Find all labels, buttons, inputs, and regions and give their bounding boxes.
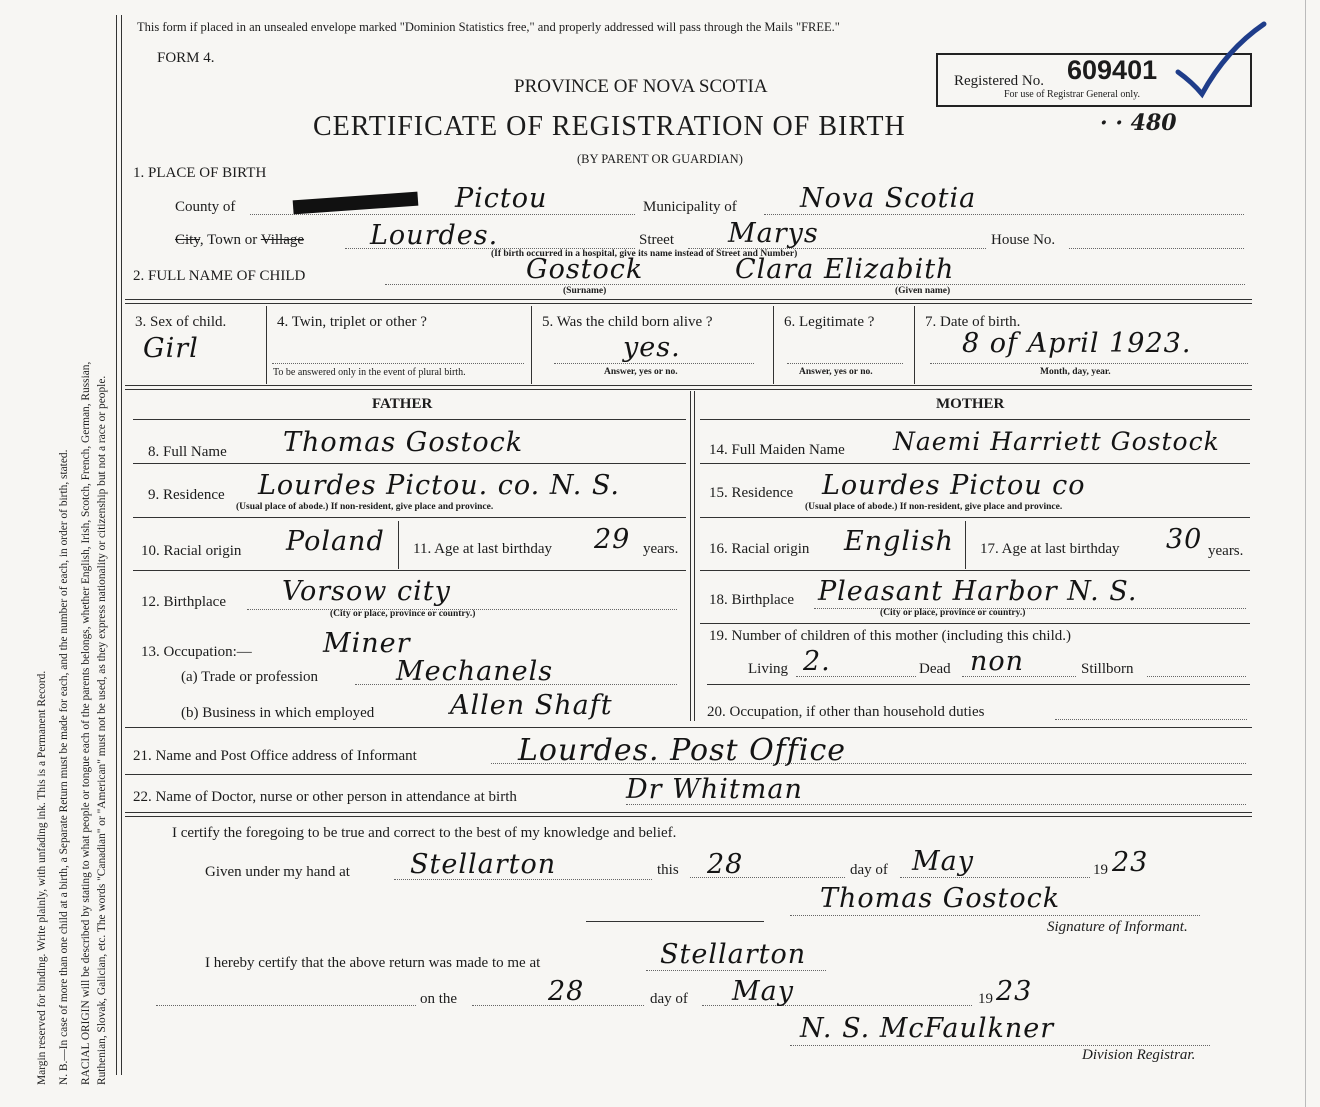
sex-value: Girl — [143, 333, 199, 364]
registrar-year-prefix: 19 — [978, 991, 993, 1007]
father-birthplace-label: 12. Birthplace — [141, 594, 226, 610]
section-divider-1 — [125, 299, 1252, 304]
dead-label: Dead — [919, 661, 951, 677]
father-residence-value: Lourdes Pictou. co. N. S. — [258, 470, 621, 501]
informant-signature-caption: Signature of Informant. — [1047, 919, 1188, 935]
dob-label: 7. Date of birth. — [925, 314, 1021, 330]
margin-rule-inner — [121, 15, 122, 1075]
legitimate-label: 6. Legitimate ? — [784, 314, 875, 330]
province-heading: PROVINCE OF NOVA SCOTIA — [514, 76, 768, 97]
registrar-statement: I hereby certify that the above return was made to me at — [205, 955, 541, 971]
certificate-subtitle: (BY PARENT OR GUARDIAN) — [577, 152, 743, 166]
father-trade-label: (a) Trade or profession — [181, 669, 319, 685]
place-of-birth-label: 1. PLACE OF BIRTH — [133, 165, 267, 181]
father-heading: FATHER — [372, 396, 433, 412]
sex-label: 3. Sex of child. — [135, 314, 227, 330]
checkmark-icon — [1168, 20, 1278, 130]
father-business-value: Allen Shaft — [450, 690, 613, 721]
town-value: Lourdes. — [370, 220, 499, 251]
father-birthplace-value: Vorsow city — [282, 576, 451, 607]
margin-note-multiple-births: N. B.—In case of more than one child at a birth, a Separate Return must be made for each, and the number of each, in order of birth, stated. — [58, 449, 70, 1085]
alive-label: 5. Was the child born alive ? — [542, 314, 713, 330]
municipality-label: Municipality of — [643, 199, 737, 215]
alive-note: Answer, yes or no. — [604, 367, 678, 377]
margin-rule — [116, 15, 117, 1075]
mother-name-label: 14. Full Maiden Name — [709, 442, 845, 458]
mother-race-label: 16. Racial origin — [709, 541, 810, 557]
registrar-month-value: May — [732, 976, 794, 1007]
mother-birthplace-value: Pleasant Harbor N. S. — [818, 576, 1138, 607]
mother-occupation-label: 20. Occupation, if other than household duties — [707, 704, 985, 720]
certificate-title: CERTIFICATE OF REGISTRATION OF BIRTH — [313, 111, 906, 142]
mother-race-value: English — [844, 526, 954, 557]
registered-number: 609401 — [1067, 55, 1158, 85]
street-label: Street — [639, 232, 674, 248]
informant-signature: Thomas Gostock — [820, 883, 1061, 914]
legitimate-note: Answer, yes or no. — [799, 367, 873, 377]
doctor-value: Dr Whitman — [626, 774, 803, 805]
registrar-place-value: Stellarton — [660, 939, 807, 970]
mother-birthplace-note: (City or place, province or country.) — [880, 608, 1026, 618]
mother-name-value: Naemi Harriett Gostock — [893, 427, 1220, 456]
certify-statement: I certify the foregoing to be true and correct to the best of my knowledge and belief. — [172, 825, 677, 841]
margin-note-racial-origin: RACIAL ORIGIN will be described by stating to what people or tongue each of the parents belongs, whether English, Irish, Scotch, French, German, Russian, — [80, 361, 92, 1085]
cert-day-value: 28 — [707, 849, 744, 880]
mother-age-label: 17. Age at last birthday — [980, 541, 1120, 557]
given-name-caption: (Given name) — [895, 286, 951, 296]
mother-residence-label: 15. Residence — [709, 485, 794, 501]
surname-caption: (Surname) — [563, 286, 607, 296]
father-race-label: 10. Racial origin — [141, 543, 242, 559]
father-age-label: 11. Age at last birthday — [413, 541, 552, 557]
father-race-value: Poland — [286, 526, 385, 557]
day-of-label: day of — [850, 862, 888, 878]
section-divider-3 — [125, 812, 1252, 817]
father-residence-note: (Usual place of abode.) If non-resident, give place and province. — [236, 502, 494, 512]
father-occupation-label: 13. Occupation:— — [141, 644, 252, 660]
father-business-label: (b) Business in which employed — [181, 705, 375, 721]
crossed-out-word — [293, 192, 419, 215]
living-value: 2. — [803, 646, 831, 677]
registrar-year-value: 23 — [996, 976, 1033, 1007]
cert-month-value: May — [912, 846, 974, 877]
right-edge — [1305, 0, 1306, 1107]
mother-age-value: 30 — [1166, 524, 1203, 555]
mother-heading: MOTHER — [936, 396, 1005, 412]
child-given-value: Clara Elizabith — [735, 254, 955, 285]
cert-year-prefix: 19 — [1093, 862, 1108, 878]
given-under-hand-label: Given under my hand at — [205, 864, 350, 880]
town-label-mid: , Town or — [199, 232, 258, 248]
county-value: Pictou — [455, 183, 548, 214]
registration-side-mark: · · 480 — [1100, 110, 1177, 136]
mother-residence-note: (Usual place of abode.) If non-resident, give place and province. — [805, 502, 1063, 512]
living-label: Living — [748, 661, 788, 677]
registrar-signature: N. S. McFaulkner — [800, 1013, 1055, 1044]
dead-value: non — [970, 646, 1025, 677]
stillborn-label: Stillborn — [1081, 661, 1134, 677]
father-birthplace-note: (City or place, province or country.) — [330, 609, 476, 619]
given-at-value: Stellarton — [410, 849, 557, 880]
form-number: FORM 4. — [157, 50, 215, 66]
child-name-label: 2. FULL NAME OF CHILD — [133, 268, 306, 284]
municipality-value: Nova Scotia — [800, 183, 977, 214]
street-value: Marys — [728, 218, 819, 249]
column-divider — [690, 391, 695, 721]
town-label — [175, 232, 304, 249]
twin-label: 4. Twin, triplet or other ? — [277, 314, 427, 330]
registrar-day-value: 28 — [548, 976, 585, 1007]
children-count-label: 19. Number of children of this mother (including this child.) — [709, 628, 1072, 644]
this-label: this — [657, 862, 679, 878]
county-label: County of — [175, 199, 236, 215]
mother-years-label: years. — [1208, 543, 1244, 559]
house-number-label: House No. — [991, 232, 1056, 248]
father-occupation-value: Miner — [323, 628, 411, 659]
margin-note-nationality: Ruthenian, Slovak, Galician, etc. The words "Canadian" or "American" must not be used, as they express nationality or citizenship but not a race or people. — [96, 375, 108, 1085]
father-age-value: 29 — [594, 524, 631, 555]
section-divider-2 — [125, 385, 1252, 390]
father-name-value: Thomas Gostock — [283, 427, 524, 458]
cert-year-value: 23 — [1112, 847, 1149, 878]
registrar-day-of-label: day of — [650, 991, 688, 1007]
informant-label: 21. Name and Post Office address of Informant — [133, 748, 417, 764]
town-label-village: Village — [260, 232, 305, 248]
dob-value: 8 of April 1923. — [962, 328, 1192, 359]
registered-label: Registered No. — [954, 73, 1044, 89]
margin-note-binding: Margin reserved for binding. Write plainly, with unfading ink. This is a Permanent Record. — [36, 670, 48, 1085]
informant-value: Lourdes. Post Office — [518, 733, 847, 768]
mother-birthplace-label: 18. Birthplace — [709, 592, 794, 608]
father-years-label: years. — [643, 541, 679, 557]
hospital-note: (If birth occurred in a hospital, give its name instead of Street and Number) — [491, 249, 798, 259]
father-trade-value: Mechanels — [396, 656, 554, 687]
dob-note: Month, day, year. — [1040, 367, 1111, 377]
division-registrar-caption: Division Registrar. — [1082, 1047, 1196, 1063]
doctor-label: 22. Name of Doctor, nurse or other person in attendance at birth — [133, 789, 517, 805]
mail-notice: This form if placed in an unsealed envelope marked "Dominion Statistics free," and properly addressed will pass through the Mails "FREE." — [137, 20, 840, 34]
mother-residence-value: Lourdes Pictou co — [822, 470, 1086, 501]
child-surname-value: Gostock — [526, 254, 644, 285]
father-name-label: 8. Full Name — [148, 444, 227, 460]
registrar-note: For use of Registrar General only. — [1004, 89, 1140, 100]
twin-note: To be answered only in the event of plural birth. — [273, 367, 466, 378]
on-the-label: on the — [420, 991, 458, 1007]
town-label-city: City — [175, 232, 200, 248]
father-residence-label: 9. Residence — [148, 487, 225, 503]
binding-margin — [6, 10, 114, 1090]
alive-value: yes. — [623, 332, 681, 363]
